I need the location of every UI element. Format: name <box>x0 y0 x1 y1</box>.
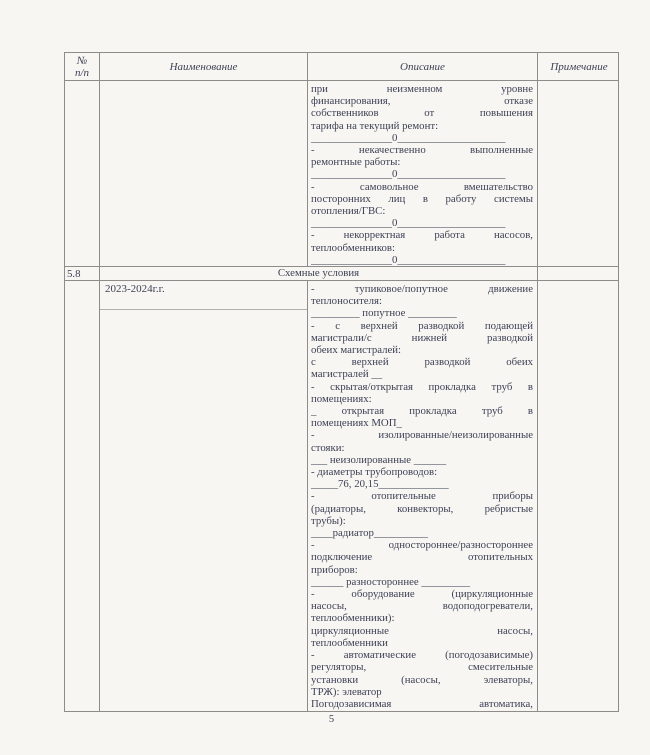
desc-line: отопления/ГВС: <box>311 205 386 218</box>
header-cell-description <box>308 53 538 80</box>
section-number: 5.8 <box>65 267 100 280</box>
header-cell-num <box>65 53 100 80</box>
entry-description-cell <box>308 281 538 711</box>
desc-line: обеих магистралей: <box>311 344 402 357</box>
desc-line: тарифа на текущий ремонт: <box>311 119 439 132</box>
desc-line: - с верхней разводкой подающей <box>311 319 533 332</box>
desc-line: - изолированные/неизолированные <box>311 429 533 442</box>
desc-line: теплообменники <box>311 636 388 649</box>
desc-line: _____76, 20,15_____________ <box>311 478 449 491</box>
desc-line: трубы): <box>311 514 346 527</box>
desc-line: приборов: <box>311 563 358 576</box>
desc-line: помещениях МОП_ <box>311 417 402 430</box>
desc-line: установки (насосы, элеваторы, <box>311 673 533 686</box>
table-row-entry <box>65 281 618 711</box>
desc-line: ремонтные работы: <box>311 156 401 169</box>
entry-num-cell <box>65 281 100 711</box>
desc-line: _______________0____________________ <box>311 253 506 266</box>
header-num-line1: № <box>76 54 88 67</box>
desc-line: теплообменники): <box>311 612 395 625</box>
desc-line: - тупиковое/попутное движение <box>311 283 533 295</box>
desc-line: Погодозависимая автоматика, <box>311 697 533 710</box>
desc-line: - самовольное вмешательство <box>311 180 533 193</box>
header-num-line2: п/п <box>74 66 90 79</box>
desc-line: ТРЖ): элеватор <box>311 685 382 698</box>
desc-line: теплоносителя: <box>311 295 382 308</box>
desc-line: посторонних лиц в работу системы <box>311 192 533 205</box>
continuation-description-cell <box>308 81 538 266</box>
section-note-cell <box>538 267 620 280</box>
desc-line: помещениях: <box>311 392 372 405</box>
desc-line: (радиаторы, конвекторы, ребристые <box>311 502 533 515</box>
entry-period-label: 2023-2024г.г. <box>105 283 165 295</box>
desc-line: подключение отопительных <box>311 551 533 564</box>
desc-line: - некорректная работа насосов, <box>311 229 533 242</box>
desc-line: - одностороннее/разностороннее <box>311 539 533 552</box>
desc-line: ____радиатор__________ <box>311 527 428 540</box>
blank-fill-line <box>100 309 307 310</box>
desc-line: магистралей __ <box>311 368 383 381</box>
desc-line: насосы, водоподогреватели, <box>311 600 533 613</box>
entry-name-cell <box>100 281 308 711</box>
desc-line: _______________0____________________ <box>311 217 506 230</box>
header-note-label: Примечание <box>550 60 608 73</box>
desc-line: - оборудование (циркуляционные <box>311 588 533 601</box>
desc-line: циркуляционные насосы, <box>311 624 533 637</box>
desc-line: стояки: <box>311 441 345 454</box>
conditions-table <box>64 52 619 712</box>
desc-line: _ открытая прокладка труб в <box>311 405 533 418</box>
desc-line: - скрытая/открытая прокладка труб в <box>311 380 533 393</box>
desc-line: магистрали/с нижней разводкой <box>311 331 533 344</box>
desc-line: регуляторы, смесительные <box>311 661 533 674</box>
desc-line: с верхней разводкой обеих <box>311 356 533 369</box>
desc-line: _______________0____________________ <box>311 168 506 181</box>
continuation-name-cell <box>100 81 308 266</box>
continuation-num-cell <box>65 81 100 266</box>
table-row-continuation <box>65 81 618 267</box>
table-row-section-5-8 <box>65 267 618 281</box>
desc-line: - автоматические (погодозависимые) <box>311 649 533 662</box>
section-title: Схемные условия <box>100 267 538 280</box>
desc-line: _______________0____________________ <box>311 131 506 144</box>
desc-line: - диаметры трубопроводов: <box>311 466 438 479</box>
header-name-label: Наименование <box>169 60 238 73</box>
desc-line: - отопительные приборы <box>311 490 533 503</box>
entry-note-cell <box>538 281 620 711</box>
desc-line: теплообменников: <box>311 241 396 254</box>
page-number: 5 <box>328 714 335 725</box>
desc-line: ______ разностороннее _________ <box>311 575 470 588</box>
header-cell-name <box>100 53 308 80</box>
table-header-row <box>65 53 618 81</box>
header-cell-note <box>538 53 620 80</box>
desc-line: ___ неизолированные ______ <box>311 453 447 466</box>
desc-line: _________ попутное _________ <box>311 307 457 320</box>
desc-line: финансирования, отказе <box>311 95 533 108</box>
header-description-label: Описание <box>400 60 445 73</box>
continuation-note-cell <box>538 81 620 266</box>
desc-line: - некачественно выполненные <box>311 144 533 157</box>
desc-line: собственников от повышения <box>311 107 533 120</box>
desc-line: при неизменном уровне <box>311 83 533 95</box>
